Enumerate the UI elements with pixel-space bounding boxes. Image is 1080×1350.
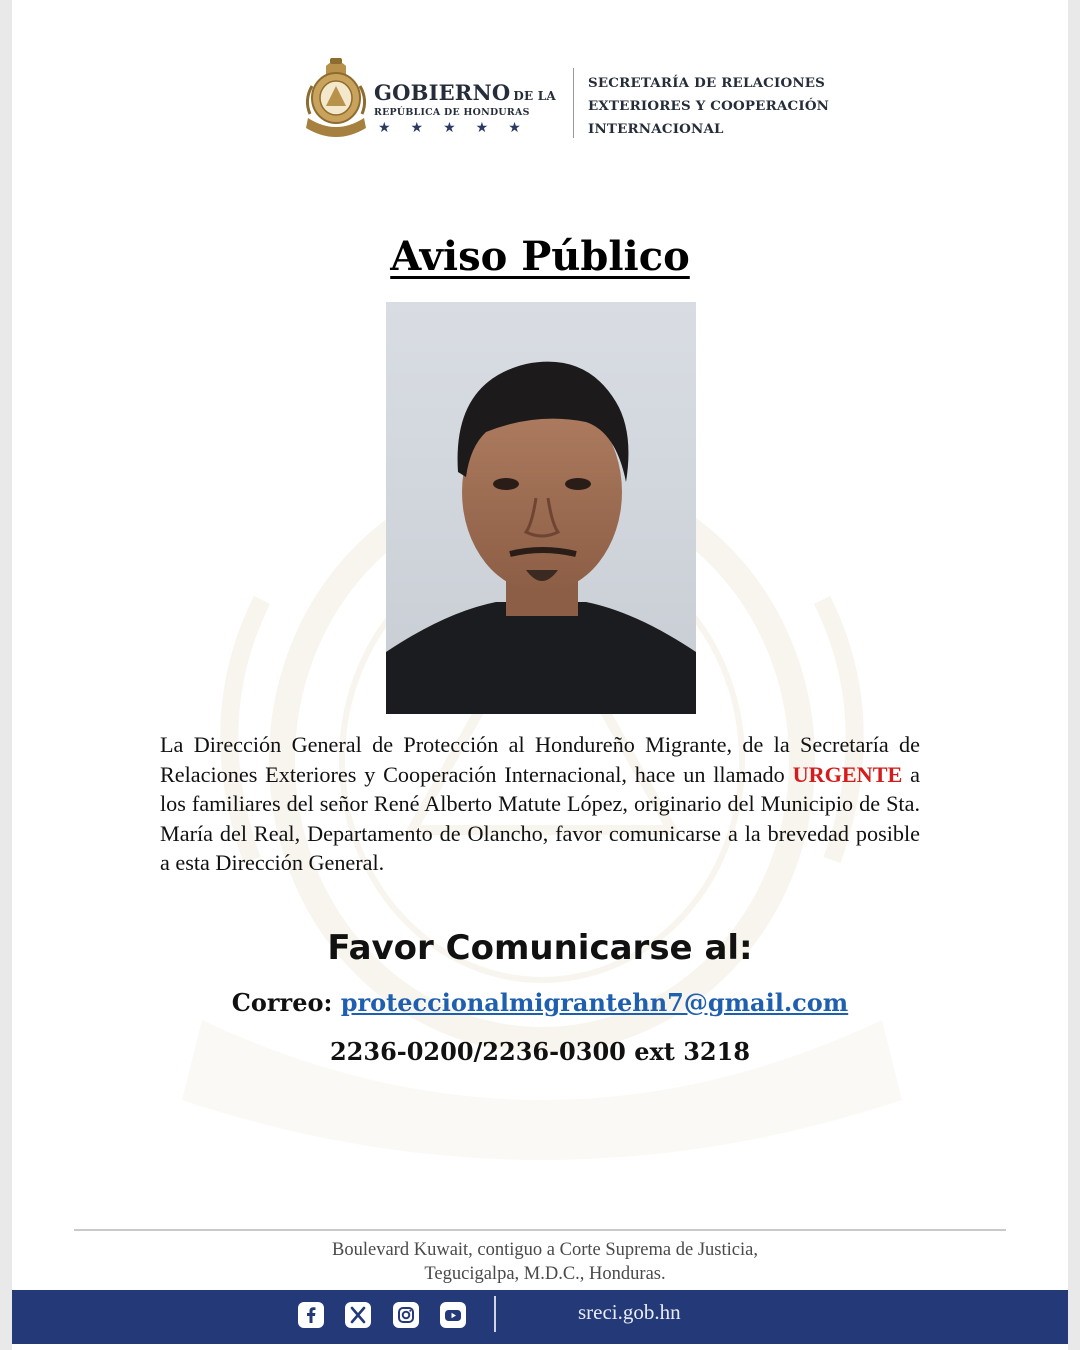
government-wordmark bbox=[374, 80, 564, 136]
footer-bar-divider bbox=[494, 1296, 496, 1332]
footer-bar bbox=[12, 1290, 1068, 1344]
address-line: Tegucigalpa, M.D.C., Honduras. bbox=[424, 1264, 666, 1284]
notice-page bbox=[12, 0, 1068, 1350]
email-link[interactable]: proteccionalmigrantehn7@gmail.com bbox=[340, 988, 849, 1017]
gov-title: GOBIERNO DE LA bbox=[374, 80, 556, 105]
website-link[interactable]: sreci.gob.hn bbox=[578, 1300, 681, 1324]
stars-icon: ★★★★★ bbox=[378, 120, 541, 136]
youtube-icon[interactable] bbox=[440, 1302, 466, 1328]
facebook-icon[interactable] bbox=[298, 1302, 324, 1328]
address bbox=[12, 1238, 1068, 1286]
gov-subtitle: REPÚBLICA DE HONDURAS bbox=[374, 107, 530, 118]
secretariat-line: INTERNACIONAL bbox=[588, 121, 724, 137]
header bbox=[302, 56, 862, 146]
urgent-label: URGENTE bbox=[792, 761, 903, 787]
notice-paragraph: La Dirección General de Protección al Hondureño Migrante, de la Secretaría de Relaciones Exteriores y Cooperación Internacional, hace un llamado URGENTE a los familiares del señor René Alberto Matute López, originario del Municipio de Sta. María del Real, Departamento de Olancho, favor comunicarse a la brevedad posible a esta Dirección General. bbox=[160, 732, 920, 876]
instagram-icon[interactable] bbox=[393, 1302, 419, 1328]
contact-heading: Favor Comunicarse al: bbox=[327, 928, 753, 968]
address-line: Boulevard Kuwait, contiguo a Corte Suprema de Justicia, bbox=[332, 1240, 758, 1260]
honduras-coat-of-arms-icon bbox=[302, 56, 370, 142]
secretariat-name bbox=[588, 72, 858, 141]
person-photo bbox=[386, 302, 696, 714]
footer-divider bbox=[74, 1229, 1006, 1231]
secretariat-line: SECRETARÍA DE RELACIONES bbox=[588, 75, 826, 91]
page-title: Aviso Público bbox=[390, 233, 690, 280]
email-line bbox=[12, 988, 1068, 1017]
phone-numbers: 2236-0200/2236-0300 ext 3218 bbox=[329, 1037, 751, 1066]
x-icon[interactable] bbox=[345, 1302, 371, 1328]
email-label: Correo: bbox=[231, 988, 333, 1017]
header-divider bbox=[573, 68, 574, 138]
secretariat-line: EXTERIORES Y COOPERACIÓN bbox=[588, 98, 830, 114]
